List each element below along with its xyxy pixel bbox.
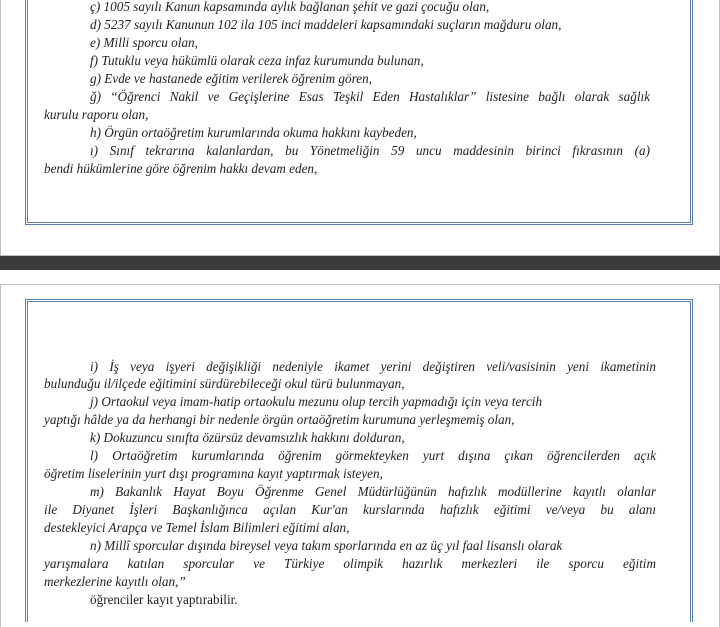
clause-n-cont-1: yarışmalara katılan sporcular ve Türkiye olimpik hazırlık merkezleri ile sporcu eğitim — [44, 556, 656, 571]
clause-c-cedilla: ç) 1005 sayılı Kanun kapsamında aylık bağlanan şehit ve gazi çocuğu olan, — [90, 0, 490, 14]
clause-g: g) Evde ve hastanede eğitim verilerek öğrenim gören, — [90, 71, 372, 86]
clause-h: h) Örgün ortaöğretim kurumlarında okuma hakkını kaybeden, — [90, 125, 417, 140]
clause-m-cont-1: ile Diyanet İşleri Başkanlığınca açılan Kur'an kurslarında hafızlık eğitimi ve/veya bu alanı — [44, 502, 656, 517]
clause-f: f) Tutuklu veya hükümlü olarak ceza infaz kurumunda bulunan, — [90, 53, 424, 68]
clause-j-cont: yaptığı hâlde ya da herhangi bir nedenle örgün ortaöğretim kurumuna yerleşmemiş olan, — [44, 412, 515, 427]
clause-l: l) Ortaöğretim kurumlarında öğrenim görmekteyken yurt dışına çıkan öğrencilerden açık — [90, 448, 656, 463]
clause-m-cont-2: destekleyici Arapça ve Temel İslam Bilimleri eğitimi alan, — [44, 520, 350, 535]
document-page-top — [0, 0, 720, 256]
document-page-bottom — [0, 284, 720, 627]
clause-i: i) İş veya işyeri değişikliği nedeniyle ikamet yerini değiştiren veli/vasisinin yeni ikametinin — [90, 359, 656, 374]
clause-g-breve-cont: kurulu raporu olan, — [44, 107, 149, 122]
page-border-frame — [25, 299, 693, 622]
clause-m: m) Bakanlık Hayat Boyu Öğrenme Genel Müdürlüğünün hafızlık modüllerine kayıtlı olanlar — [90, 484, 656, 499]
clause-j: j) Ortaokul veya imam-hatip ortaokulu mezunu olup tercih yapmadığı için veya tercih — [90, 394, 543, 409]
clause-l-cont: öğretim liselerinin yurt dışı programına kayıt yaptırmak isteyen, — [44, 466, 383, 481]
clause-d: d) 5237 sayılı Kanunun 102 ila 105 inci maddeleri kapsamındaki suçların mağduru olan, — [90, 17, 562, 32]
clause-n: n) Millî sporcular dışında bireysel veya takım sporlarında en az üç yıl faal lisanslı olarak — [90, 538, 563, 553]
closing-sentence: öğrenciler kayıt yaptırabilir. — [90, 592, 238, 607]
page-border-frame — [25, 0, 693, 225]
page-separator-bar — [0, 256, 720, 270]
clause-g-breve: ğ) “Öğrenci Nakil ve Geçişlerine Esas Teşkil Eden Hastalıklar” listesine bağlı olarak sağlık — [90, 89, 650, 104]
clause-dotless-i: ı) Sınıf tekrarına kalanlardan, bu Yönetmeliğin 59 uncu maddesinin birinci fıkrasının (a) — [90, 143, 650, 158]
clause-i-cont: bulunduğu il/ilçede eğitimini sürdürebileceği okul türü bulunmayan, — [44, 376, 405, 391]
clause-k: k) Dokuzuncu sınıfta özürsüz devamsızlık hakkını dolduran, — [90, 430, 405, 445]
clause-dotless-i-cont: bendi hükümlerine göre öğrenim hakkı devam eden, — [44, 161, 318, 176]
clause-e: e) Milli sporcu olan, — [90, 35, 198, 50]
clause-n-cont-2: merkezlerine kayıtlı olan,” — [44, 574, 186, 589]
page-gap — [0, 270, 720, 284]
